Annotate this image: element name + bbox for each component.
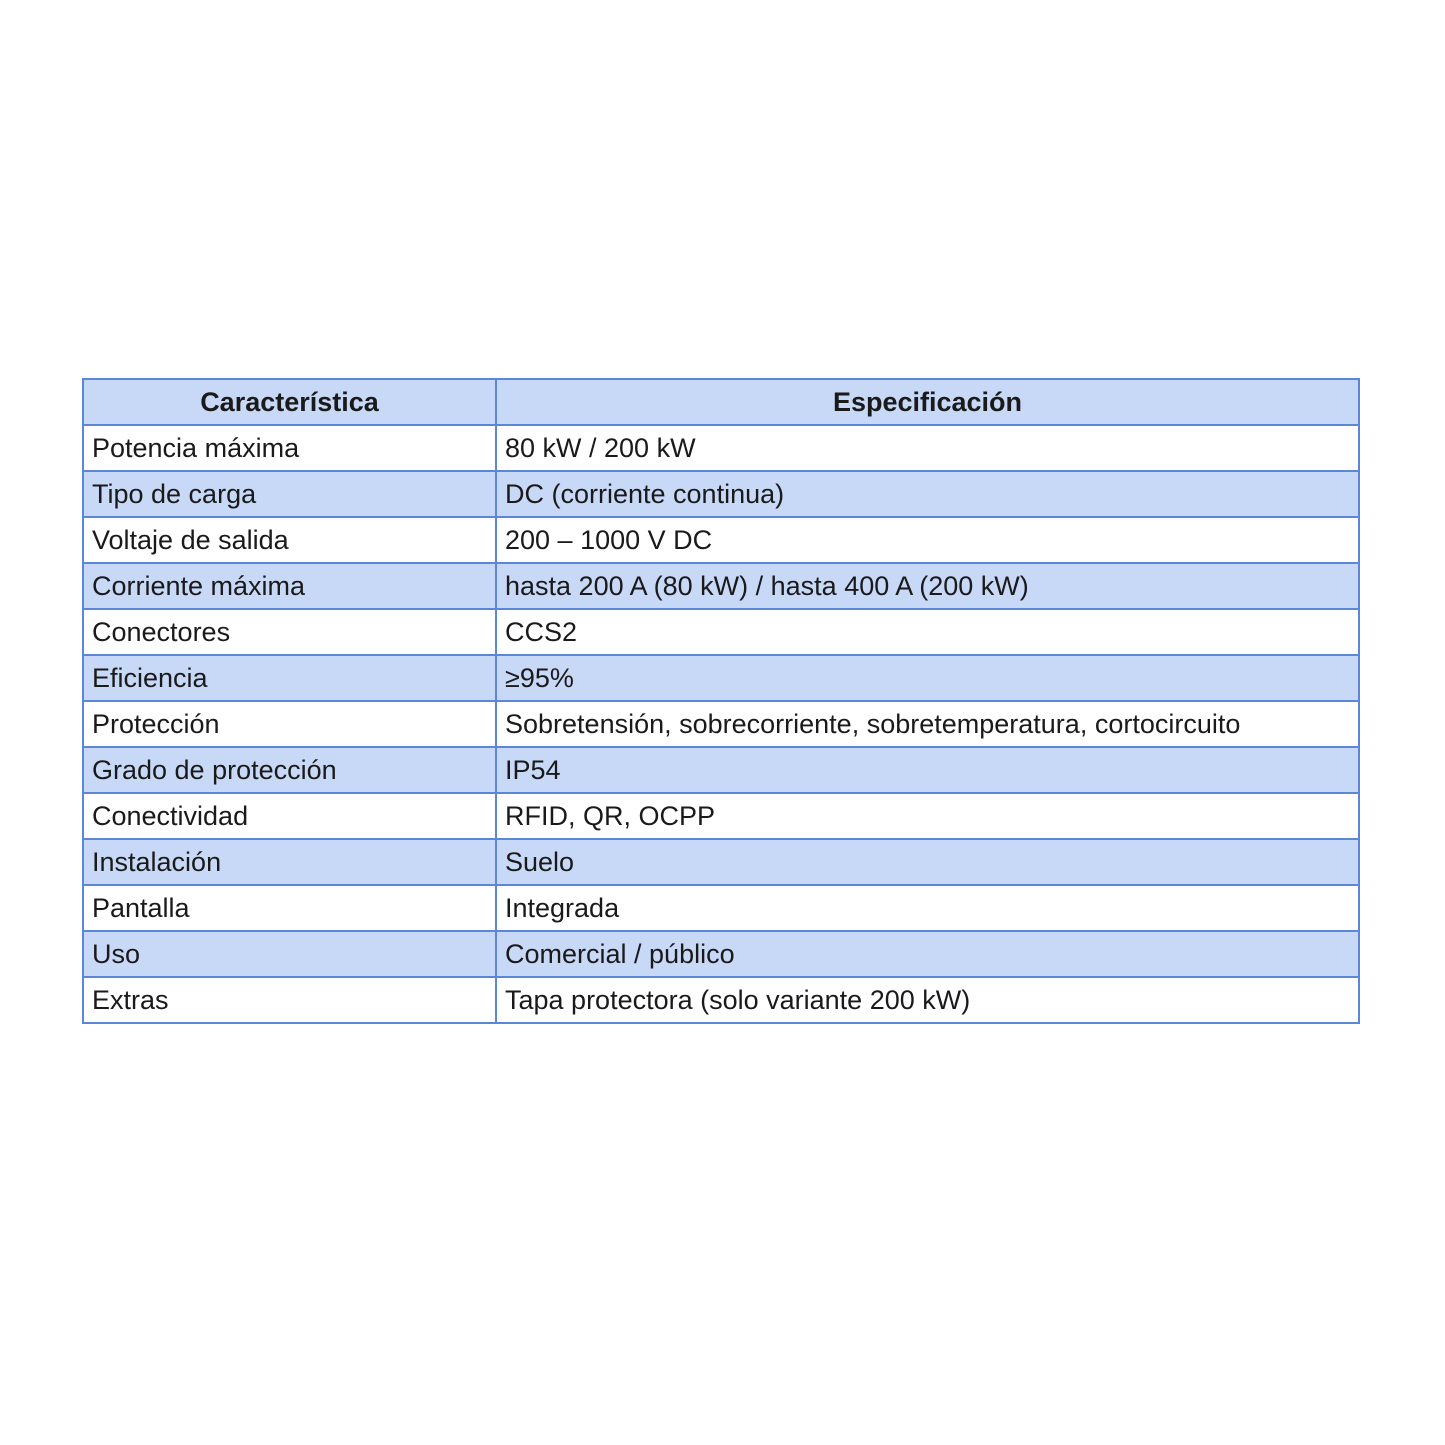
spec-cell: 80 kW / 200 kW bbox=[496, 425, 1359, 471]
feature-cell: Grado de protección bbox=[83, 747, 496, 793]
table-row bbox=[83, 885, 1359, 931]
feature-cell: Instalación bbox=[83, 839, 496, 885]
header-especificacion: Especificación bbox=[496, 379, 1359, 425]
feature-cell: Tipo de carga bbox=[83, 471, 496, 517]
feature-cell: Potencia máxima bbox=[83, 425, 496, 471]
table-row bbox=[83, 655, 1359, 701]
header-caracteristica: Característica bbox=[83, 379, 496, 425]
spec-cell: Tapa protectora (solo variante 200 kW) bbox=[496, 977, 1359, 1023]
feature-cell: Protección bbox=[83, 701, 496, 747]
table-row bbox=[83, 517, 1359, 563]
spec-cell: Integrada bbox=[496, 885, 1359, 931]
table-row bbox=[83, 931, 1359, 977]
spec-cell: CCS2 bbox=[496, 609, 1359, 655]
feature-cell: Pantalla bbox=[83, 885, 496, 931]
table-row bbox=[83, 793, 1359, 839]
table-row bbox=[83, 563, 1359, 609]
table-row bbox=[83, 839, 1359, 885]
spec-cell: ≥95% bbox=[496, 655, 1359, 701]
table-header-row bbox=[83, 379, 1359, 425]
table-row bbox=[83, 701, 1359, 747]
spec-cell: RFID, QR, OCPP bbox=[496, 793, 1359, 839]
spec-cell: Suelo bbox=[496, 839, 1359, 885]
feature-cell: Voltaje de salida bbox=[83, 517, 496, 563]
feature-cell: Conectores bbox=[83, 609, 496, 655]
spec-table-container bbox=[82, 378, 1358, 1024]
table-row bbox=[83, 609, 1359, 655]
table-row bbox=[83, 425, 1359, 471]
feature-cell: Conectividad bbox=[83, 793, 496, 839]
spec-cell: DC (corriente continua) bbox=[496, 471, 1359, 517]
spec-cell: IP54 bbox=[496, 747, 1359, 793]
table-row bbox=[83, 471, 1359, 517]
spec-cell: Sobretensión, sobrecorriente, sobretemperatura, cortocircuito bbox=[496, 701, 1359, 747]
table-row bbox=[83, 977, 1359, 1023]
spec-table bbox=[82, 378, 1360, 1024]
table-row bbox=[83, 747, 1359, 793]
feature-cell: Eficiencia bbox=[83, 655, 496, 701]
feature-cell: Uso bbox=[83, 931, 496, 977]
spec-cell: Comercial / público bbox=[496, 931, 1359, 977]
spec-cell: 200 – 1000 V DC bbox=[496, 517, 1359, 563]
spec-cell: hasta 200 A (80 kW) / hasta 400 A (200 kW) bbox=[496, 563, 1359, 609]
feature-cell: Extras bbox=[83, 977, 496, 1023]
feature-cell: Corriente máxima bbox=[83, 563, 496, 609]
